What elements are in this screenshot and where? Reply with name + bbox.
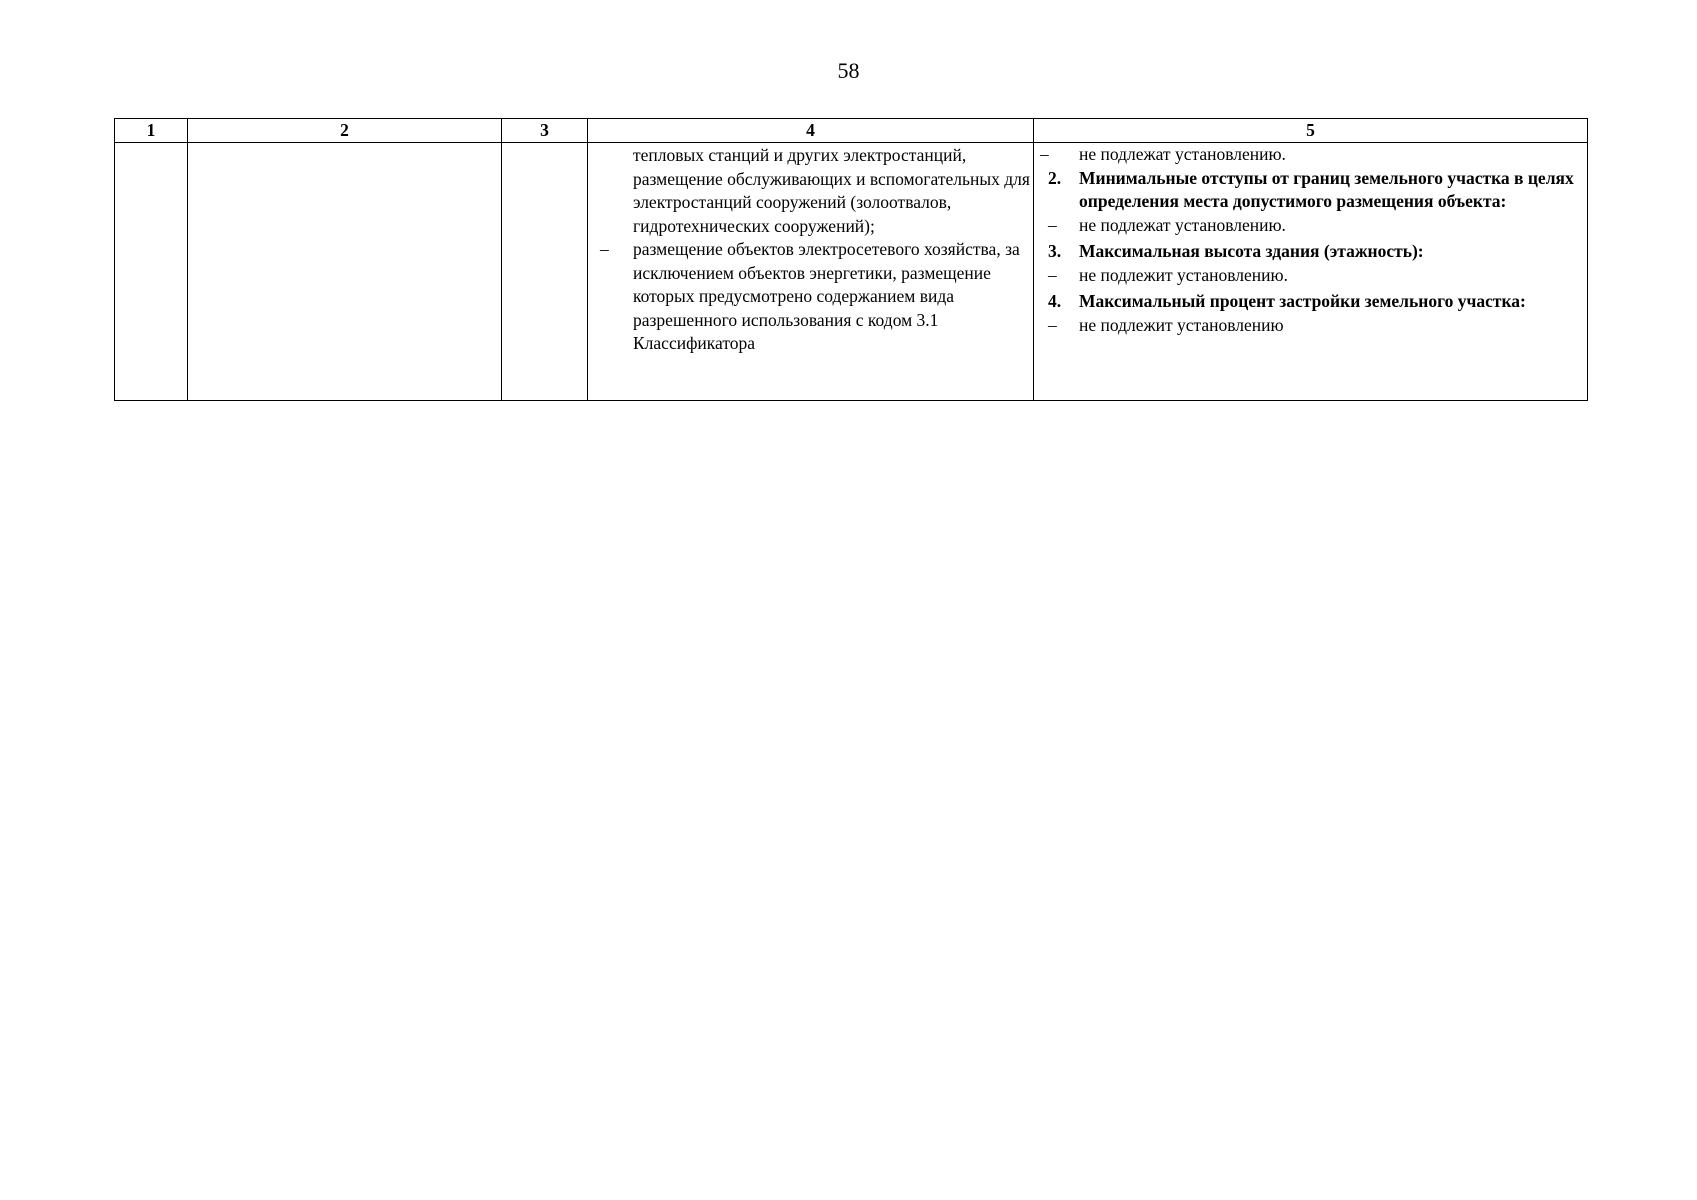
header-col-4: 4 [588,119,1034,143]
list-item [1034,290,1587,314]
list-item-text: не подлежит установлению [1079,314,1284,335]
list-item [1034,240,1587,264]
table-header-row [115,119,1588,143]
cell-col-3 [502,143,588,401]
header-col-2: 2 [188,119,502,143]
cell-col-2 [188,143,502,401]
table-row [115,143,1588,401]
list-item [588,238,1033,356]
page-number: 58 [837,58,860,83]
list-item-text: не подлежит установлению. [1079,264,1288,285]
list-item [1034,264,1587,288]
header-col-1: 1 [115,119,188,143]
list-item [588,144,1033,238]
list-item-text: тепловых станций и других электростанций, размещение обслуживающих и вспомогательных для электростанций сооружений (золоотвалов, гидротехнических сооружений); [633,145,1030,236]
cell-col-4 [588,143,1034,401]
list-item-heading: Максимальная высота здания (этажность): [1079,241,1424,261]
number-marker: 3. [1048,241,1062,261]
dash-marker: – [1048,314,1057,335]
header-col-3: 3 [502,119,588,143]
zoning-regulations-table [114,118,1588,401]
list-item-text: размещение объектов электросетевого хозяйства, за исключением объектов энергетики, размещение которых предусмотрено содержанием вида разрешенного использования с кодом 3.1 Классификатора [633,239,1020,353]
list-item [1034,214,1587,238]
number-marker: 2. [1048,167,1062,188]
list-item-text: не подлежат установлению. [1079,214,1286,235]
dash-marker: – [1048,214,1057,235]
list-item-heading: Максимальный процент застройки земельного участка: [1079,291,1526,311]
list-item-text: не подлежат установлению. [1079,144,1286,164]
number-marker: 4. [1048,291,1062,311]
list-item [1034,143,1587,167]
list-item [1034,314,1587,338]
cell-col-5 [1034,143,1588,401]
header-col-5: 5 [1034,119,1588,143]
dash-marker: – [600,239,609,259]
dash-marker: – [1040,144,1049,164]
dash-marker: – [1048,264,1057,285]
list-item-heading: Минимальные отступы от границ земельного участка в целях определения места допустимого размещения объекта: [1079,167,1574,211]
list-item [1034,167,1587,214]
cell-col-1 [115,143,188,401]
